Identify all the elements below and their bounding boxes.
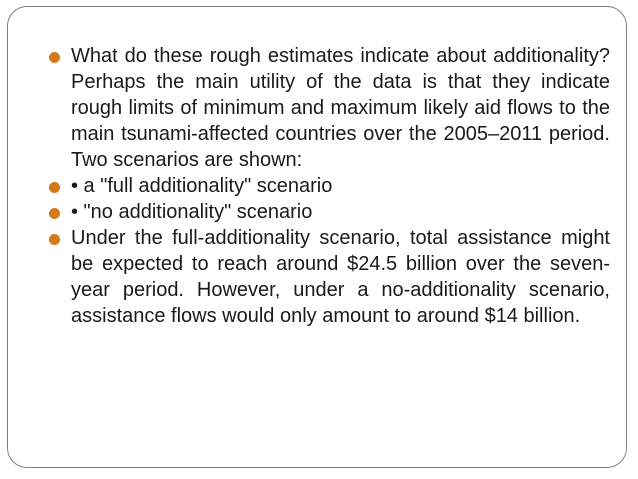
bullet-text: • a "full additionality" scenario	[71, 175, 333, 197]
bullet-item-no-additionality	[48, 199, 610, 225]
bullet-item-additionality-question	[48, 43, 610, 173]
orange-dot-icon	[49, 208, 60, 219]
bullet-text: • "no additionality" scenario	[71, 201, 313, 223]
orange-dot-icon	[49, 182, 60, 193]
bullet-item-full-additionality	[48, 173, 610, 199]
bullet-text: Under the full-additionality scenario, total assistance might be expected to reach around $24.5 billion over the seven-year period. However, under a no-additionality scenario, assistance flows would only amount to around $14 billion.	[71, 227, 610, 327]
bullet-item-scenario-totals	[48, 225, 610, 329]
orange-dot-icon	[49, 234, 60, 245]
orange-dot-icon	[49, 52, 60, 63]
bullet-text: What do these rough estimates indicate about additionality? Perhaps the main utility of the data is that they indicate rough limits of minimum and maximum likely aid flows to the main tsunami-affected countries over the 2005–2011 period. Two scenarios are shown:	[71, 45, 610, 171]
bullet-list	[48, 43, 610, 329]
slide-frame	[7, 6, 627, 468]
